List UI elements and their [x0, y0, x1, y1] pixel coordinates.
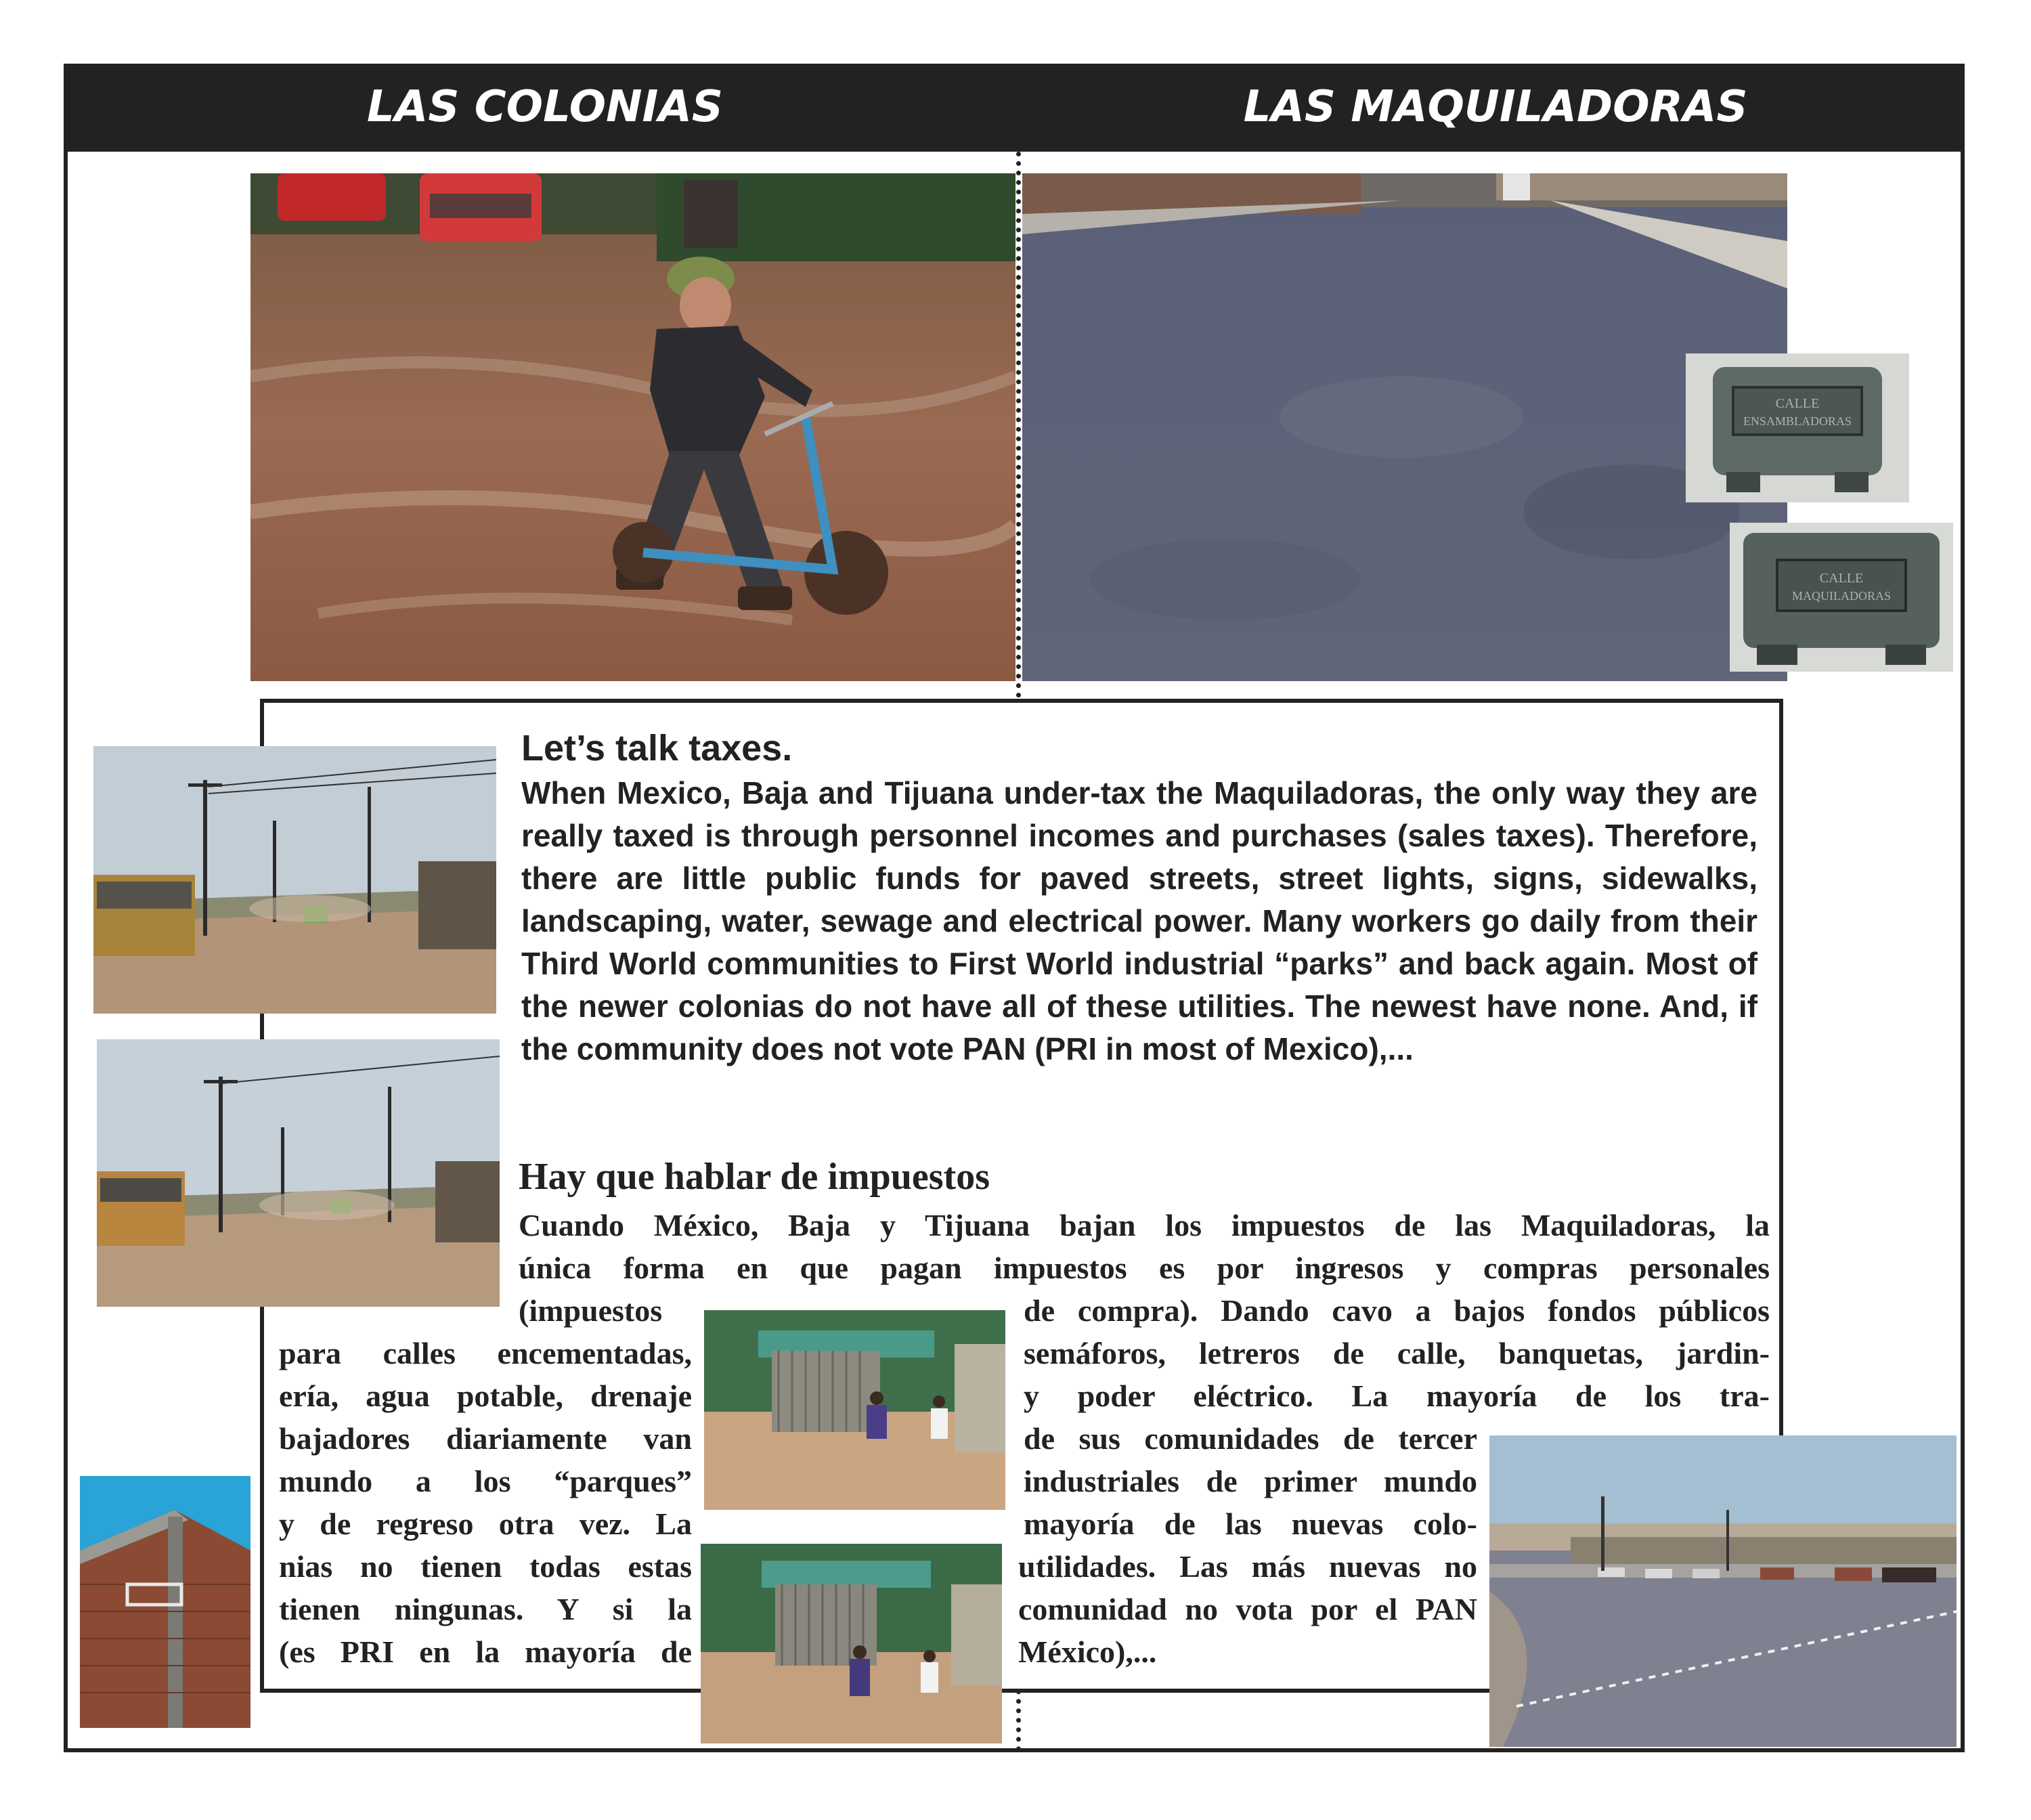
spanish-line-3-right: de compra). Dando cavo a bajos fondos públicos	[1024, 1293, 1770, 1328]
children-walking-dirt-yard-photo-2	[701, 1544, 1002, 1743]
spanish-right-line: comunidad no vota por el PAN	[1018, 1592, 1477, 1626]
spanish-right-line: y poder eléctrico. La mayoría de los tra-	[1024, 1379, 1770, 1413]
dirt-road-colonia-photo-2	[97, 1039, 500, 1307]
brick-building-corner-photo	[80, 1476, 250, 1728]
spanish-left-line: y de regreso otra vez. La	[279, 1507, 692, 1541]
header-left-title: LAS COLONIAS	[367, 82, 723, 132]
sign-bottom-line-1: CALLE	[1819, 571, 1864, 586]
spanish-full-line-1: Cuando México, Baja y Tijuana bajan los impuestos de las Maquiladoras, la	[519, 1208, 1770, 1242]
spanish-left-line: tienen ningunas. Y si la	[279, 1592, 692, 1626]
sign-top-line-1: CALLE	[1775, 396, 1820, 411]
spanish-right-line: industriales de primer mundo	[1024, 1464, 1477, 1498]
calle-ensambladoras-sign-photo	[1686, 353, 1909, 502]
english-body: When Mexico, Baja and Tijuana under-tax the Maquiladoras, the only way they are really taxed is through personnel incomes and purchases (sales taxes). Therefore, there are little public funds for paved streets, street lights, signs, sidewalks, landscaping, water, sewage and electrical power. Many workers go daily from their Third World communities to First World industrial “parks” and back again. Most of the newer colonias do not have all of these utilities. The newest have none. And, if the community does not vote PAN (PRI in most of Mexico),...	[521, 775, 1757, 1066]
dirt-road-colonia-photo	[93, 746, 496, 1014]
spanish-left-line: para calles encementadas,	[279, 1336, 692, 1370]
spanish-line-3-left: (impuestos	[519, 1293, 663, 1328]
header-right-title: LAS MAQUILADORAS	[1243, 82, 1748, 132]
spanish-right-line: México),...	[1018, 1634, 1157, 1669]
children-walking-dirt-yard-photo	[704, 1310, 1005, 1510]
english-title: Let’s talk taxes.	[521, 728, 793, 768]
calle-maquiladoras-sign-photo	[1730, 523, 1953, 672]
spanish-right-line: utilidades. Las más nuevas no	[1018, 1549, 1477, 1584]
paved-street-photo	[1022, 173, 1787, 681]
spanish-left-line: bajadores diariamente van	[279, 1421, 692, 1456]
spanish-right-line: mayoría de las nuevas colo-	[1024, 1507, 1477, 1541]
spanish-title: Hay que hablar de impuestos	[519, 1156, 990, 1198]
spanish-left-line: (es PRI en la mayoría de	[279, 1634, 692, 1669]
boy-pushing-scooter-in-mud-photo	[250, 173, 1016, 681]
sign-top-line-2: ENSAMBLADORAS	[1743, 414, 1852, 428]
spanish-left-line: ería, agua potable, drenaje	[279, 1379, 692, 1413]
spanish-right-line: de sus comunidades de tercer	[1024, 1421, 1477, 1456]
spanish-right-line: semáforos, letreros de calle, banquetas, jardin-	[1024, 1336, 1770, 1370]
spanish-left-line: nias no tienen todas estas	[279, 1549, 692, 1584]
sign-bottom-line-2: MAQUILADORAS	[1791, 589, 1892, 603]
spanish-left-line: mundo a los “parques”	[279, 1464, 692, 1498]
industrial-park-street-photo	[1489, 1435, 1957, 1747]
spanish-full-line-2: única forma en que pagan impuestos es por ingresos y compras personales	[519, 1251, 1770, 1285]
